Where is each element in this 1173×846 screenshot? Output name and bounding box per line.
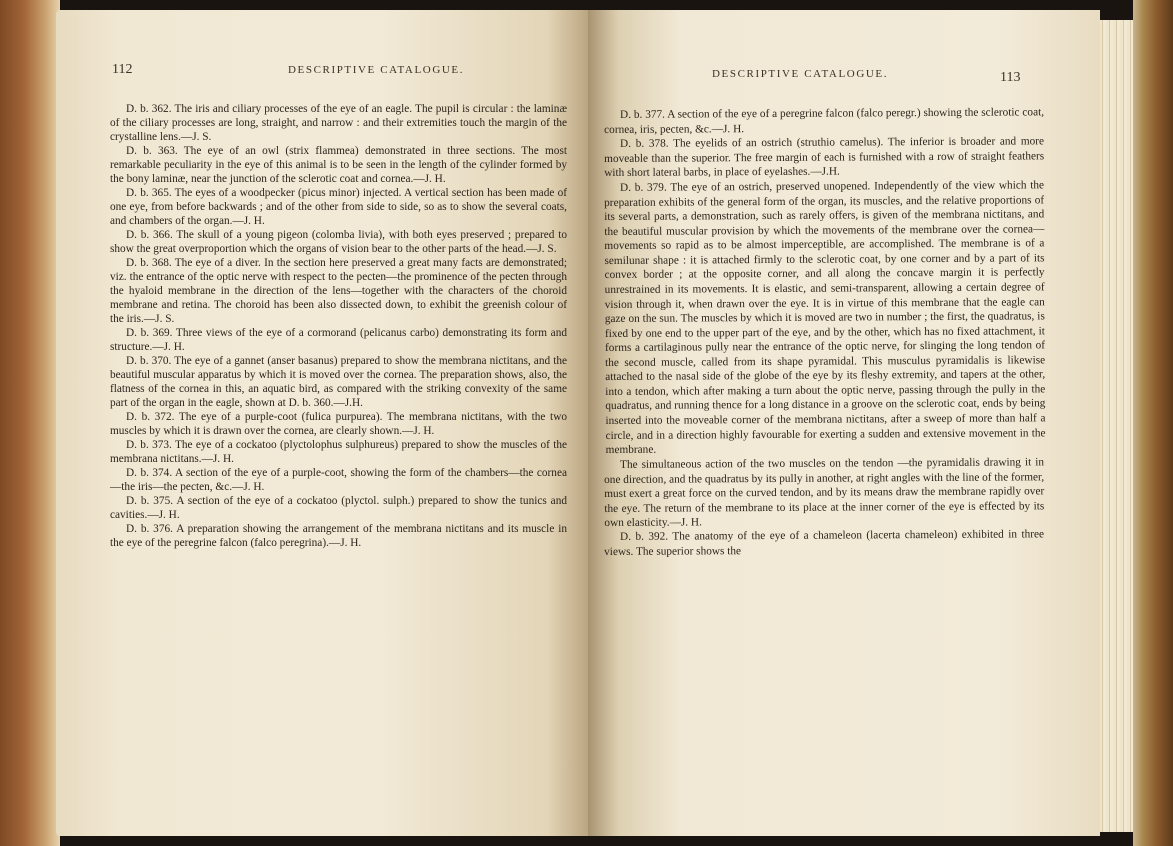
catalogue-entry: D. b. 392. The anatomy of the eye of a chameleon (lacerta chameleon) exhibited in three views. The superior shows the bbox=[604, 528, 1045, 558]
catalogue-entry: D. b. 369. Three views of the eye of a cormorand (pelicanus carbo) demonstrating its form and structure.—J. H. bbox=[110, 327, 567, 354]
catalogue-entry: D. b. 368. The eye of a diver. In the section here preserved a great many facts are demonstrated; viz. the entrance of the optic nerve with respect to the pecten—the prominence of the pecten through the hyaloid membrane in the direction of the lens—together with the characters of the choroid membrane and retina. The choroid has been also dissected down, to exhibit the greenish colour of the iris.—J. S. bbox=[110, 257, 567, 326]
catalogue-entry: D. b. 375. A section of the eye of a cockatoo (plyctol. sulph.) prepared to show the tunics and cavities.—J. H. bbox=[110, 495, 567, 522]
catalogue-entry: D. b. 365. The eyes of a woodpecker (picus minor) injected. A vertical section has been made of one eye, from before backwards ; and of the other from side to side, so as to show the several coats, and chambers of the organ.—J. H. bbox=[110, 187, 567, 228]
left-page-number: 112 bbox=[112, 62, 133, 77]
catalogue-entry: D. b. 379. The eye of an ostrich, preserved unopened. Independently of the view which the preparation exhibits of the general form of the organ, its muscles, and the relative proportions of its several parts, a demonstration, such as rarely offers, is given of the membrana nictitans, and the beautiful muscular provision by which the movements of the membrane over the cornea—movements so rapid as to be almost imperceptible, are accomplished. The membrane is of a semilunar shape : it is attached firmly to the sclerotic coat, by one corner and by a part of its convex border ; at the opposite corner, and all along the concave margin it is perfectly unrestrained in its movements. It is elastic, and semi-transparent, allowing a certain degree of vision through it, when drawn over the eye. It is in virtue of this membrane that the eagle can gaze on the sun. The muscles by which it is moved are two in number ; the first, the quadratus, is fixed by one end to the upper part of the eye, and by the other, which has no fixed attachment, it forms a cartilaginous pully near the entrance of the optic nerve, for slinging the long tendon of the second muscle, called from its shape pyramidal. This musculus pyramidalis is likewise attached to the nasal side of the globe of the eye by its fleshy extremity, and tapers at the other, into a tendon, which after making a turn about the optic nerve, passing through the pully in the quadratus, and running thence for a long distance in a groove on the sclerotic coat, ends by being inserted into the moveable corner of the membrana nictitans, after a sweep of more than half a circle, and in a direction highly favourable for exerting a sudden and extensive movement in the membrane. bbox=[604, 179, 1046, 456]
right-running-head: DESCRIPTIVE CATALOGUE. bbox=[712, 68, 889, 80]
catalogue-entry: D. b. 370. The eye of a gannet (anser basanus) prepared to show the membrana nictitans, and the beautiful muscular apparatus by which it is moved over the cornea. The preparation shows, also, the flatness of the cornea in this, an aquatic bird, as compared with the striking convexity of the same part of the organ in the eagle, shown at D. b. 360.—J.H. bbox=[110, 355, 567, 410]
catalogue-entry: D. b. 363. The eye of an owl (strix flammea) demonstrated in three sections. The most remarkable peculiarity in the eye of this animal is to be seen in the length of the cylinder formed by the bony laminæ, near the junction of the sclerotic coat and cornea.—J. H. bbox=[110, 145, 567, 186]
right-page-number: 113 bbox=[1000, 70, 1021, 85]
catalogue-entry: D. b. 374. A section of the eye of a purple-coot, showing the form of the chambers—the cornea—the iris—the pecten, &c.—J. H. bbox=[110, 467, 567, 494]
catalogue-entry: D. b. 366. The skull of a young pigeon (colomba livia), with both eyes preserved ; prepared to show the great overproportion which the organs of vision bear to the other parts of the head.—J. S. bbox=[110, 229, 567, 256]
catalogue-entry: D. b. 378. The eyelids of an ostrich (struthio camelus). The inferior is broader and more moveable than the superior. The free margin of each is furnished with a row of straight feathers with short lateral barbs, in place of eyelashes.—J.H. bbox=[604, 135, 1045, 180]
book-cover-right-edge bbox=[1133, 0, 1173, 846]
catalogue-entry: D. b. 362. The iris and ciliary processes of the eye of an eagle. The pupil is circular : the laminæ of the ciliary processes are long, straight, and narrow : and their extremities touch the margin of the crystalline lens.—J. S. bbox=[110, 103, 567, 144]
right-text-column bbox=[604, 108, 1044, 559]
book-cover-left-edge bbox=[0, 0, 60, 846]
catalogue-entry: D. b. 372. The eye of a purple-coot (fulica purpurea). The membrana nictitans, with the two muscles by which it is drawn over the cornea, are clearly shown.—J. H. bbox=[110, 411, 567, 438]
catalogue-entry: D. b. 377. A section of the eye of a peregrine falcon (falco peregr.) showing the sclerotic coat, cornea, iris, pecten, &c.—J. H. bbox=[604, 106, 1045, 136]
left-running-head: DESCRIPTIVE CATALOGUE. bbox=[288, 64, 465, 76]
left-text-column bbox=[110, 102, 567, 551]
catalogue-entry: D. b. 376. A preparation showing the arrangement of the membrana nictitans and its muscle in the eye of the peregrine falcon (falco peregrina).—J. H. bbox=[110, 523, 567, 550]
catalogue-entry: The simultaneous action of the two muscles on the tendon —the pyramidalis drawing it in one direction, and the quadratus by its pully in another, at right angles with the line of the former, must exert a great force on the curved tendon, and by its means draw the membrane rapidly over the eye. The return of the membrane to its place at the inner corner of the eye is effected by its own elasticity.—J. H. bbox=[604, 455, 1045, 529]
catalogue-entry: D. b. 373. The eye of a cockatoo (plyctolophus sulphureus) prepared to show the muscles of the membrana nictitans.—J. H. bbox=[110, 439, 567, 466]
